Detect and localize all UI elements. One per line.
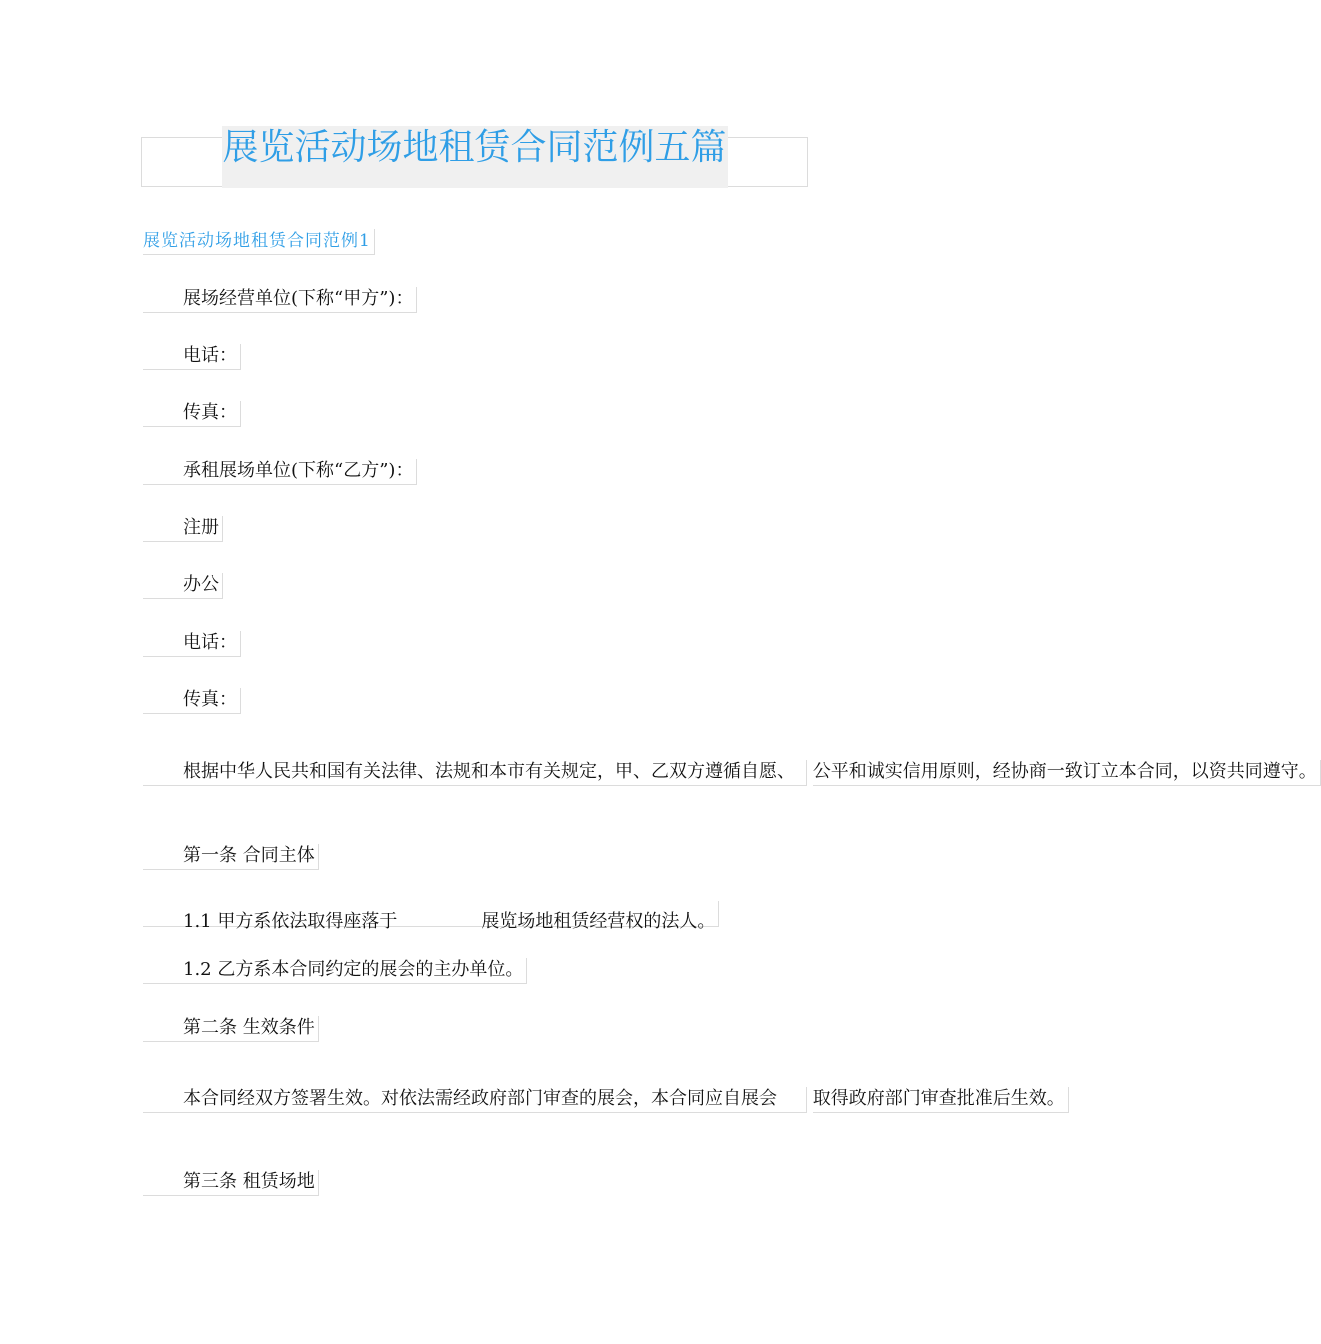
party-b-phone: 电话： (143, 631, 241, 657)
article-1-heading: 第一条 合同主体 (143, 844, 319, 870)
party-a-line: 展场经营单位(下称“甲方”)： (143, 287, 417, 313)
document-title: 展览活动场地租赁合同范例五篇 (222, 127, 727, 168)
fill-in-blank[interactable] (397, 901, 481, 927)
party-a-phone: 电话： (143, 344, 241, 370)
clause-1-1: 1.1 甲方系依法取得座落于 展览场地租赁经营权的法人。 (143, 901, 719, 934)
clause-1-2: 1.2 乙方系本合同约定的展会的主办单位。 (143, 958, 527, 984)
article-2-heading: 第二条 生效条件 (143, 1016, 319, 1042)
party-b-registered: 注册 (143, 516, 223, 542)
article-3-heading: 第三条 租赁场地 (143, 1170, 319, 1196)
party-b-office: 办公 (143, 573, 223, 599)
section-heading: 展览活动场地租赁合同范例1 (143, 229, 375, 255)
party-b-line: 承租展场单位(下称“乙方”)： (143, 459, 417, 485)
party-a-fax: 传真： (143, 401, 241, 427)
party-b-fax: 传真： (143, 688, 241, 714)
effectiveness-paragraph: 本合同经双方签署生效。对依法需经政府部门审查的展会，本合同应自展会 取得政府部门审查批准后生效。 (143, 1073, 1069, 1113)
preamble-paragraph: 根据中华人民共和国有关法律、法规和本市有关规定，甲、乙双方遵循自愿、 公平和诚实信用原则，经协商一致订立本合同，以资共同遵守。 (143, 746, 1321, 786)
